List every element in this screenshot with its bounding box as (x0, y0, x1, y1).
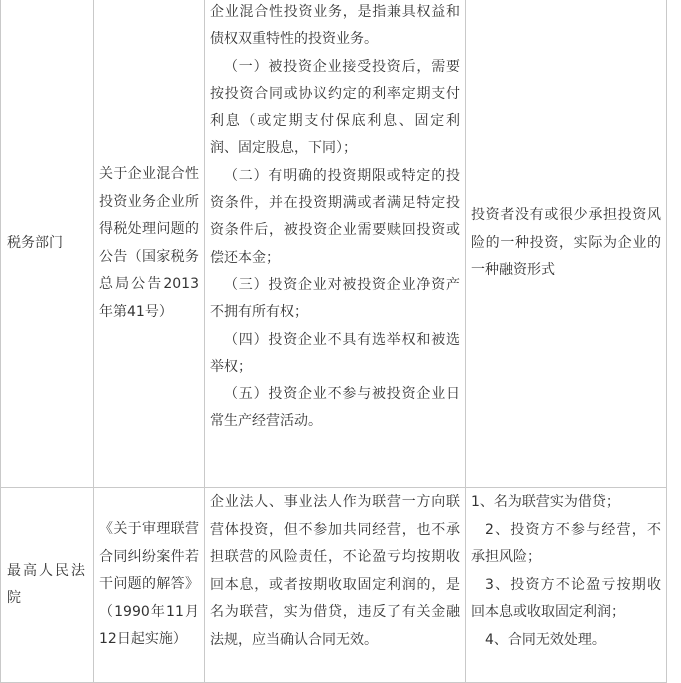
content-cell (205, 0, 466, 488)
remarks-item: 4、合同无效处理。 (485, 631, 606, 648)
department-label: 最高人民法院 (7, 562, 87, 606)
remarks-item: 1、名为联营实为借贷； (471, 494, 620, 510)
table-row-tax (1, 0, 667, 488)
content-paragraph: （一）被投资企业接受投资后，需要按投资合同或协议约定的利率定期支付利息（或定期支付保底利息、固定利润、固定股息，下同）； (210, 58, 460, 157)
remarks-cell (466, 0, 667, 488)
document-title: 关于企业混合性投资业务企业所得税处理问题的公告（国家税务总局公告2013年第41号） (99, 166, 199, 320)
content-paragraph: 企业混合性投资业务，是指兼具权益和债权双重特性的投资业务。 (210, 4, 460, 48)
department-cell (1, 0, 94, 488)
department-cell (1, 488, 94, 683)
remarks-item: 3、投资方不论盈亏按期收回本息或收取固定利润； (471, 576, 661, 620)
content-paragraph: （三）投资企业对被投资企业净资产不拥有所有权； (210, 276, 460, 321)
document-cell (94, 488, 205, 683)
remarks-cell (466, 488, 667, 683)
document-title: 《关于审理联营合同纠纷案件若干问题的解答》（1990年11月12日起实施） (99, 521, 199, 648)
remarks-text: 投资者没有或很少承担投资风险的一种投资，实际为企业的一种融资形式 (471, 207, 661, 279)
department-label: 税务部门 (7, 234, 63, 251)
content-paragraph: （五）投资企业不参与被投资企业日常生产经营活动。 (210, 386, 460, 430)
document-cell (94, 0, 205, 488)
content-cell (205, 488, 466, 683)
content-paragraph: （二）有明确的投资期限或特定的投资条件，并在投资期满或者满足特定投资条件后，被投资企业需要赎回投资或偿还本金； (210, 167, 460, 266)
content-paragraph: （四）投资企业不具有选举权和被选举权； (210, 331, 460, 375)
content-paragraph: 企业法人、事业法人作为联营一方向联营体投资，但不参加共同经营，也不承担联营的风险责任，不论盈亏均按期收回本息，或者按期收取固定利润的，是名为联营，实为借贷，违反了有关金融法规，应当确认合同无效。 (210, 494, 460, 648)
remarks-item: 2、投资方不参与经营，不承担风险； (471, 521, 661, 565)
table-row-court (1, 488, 667, 683)
